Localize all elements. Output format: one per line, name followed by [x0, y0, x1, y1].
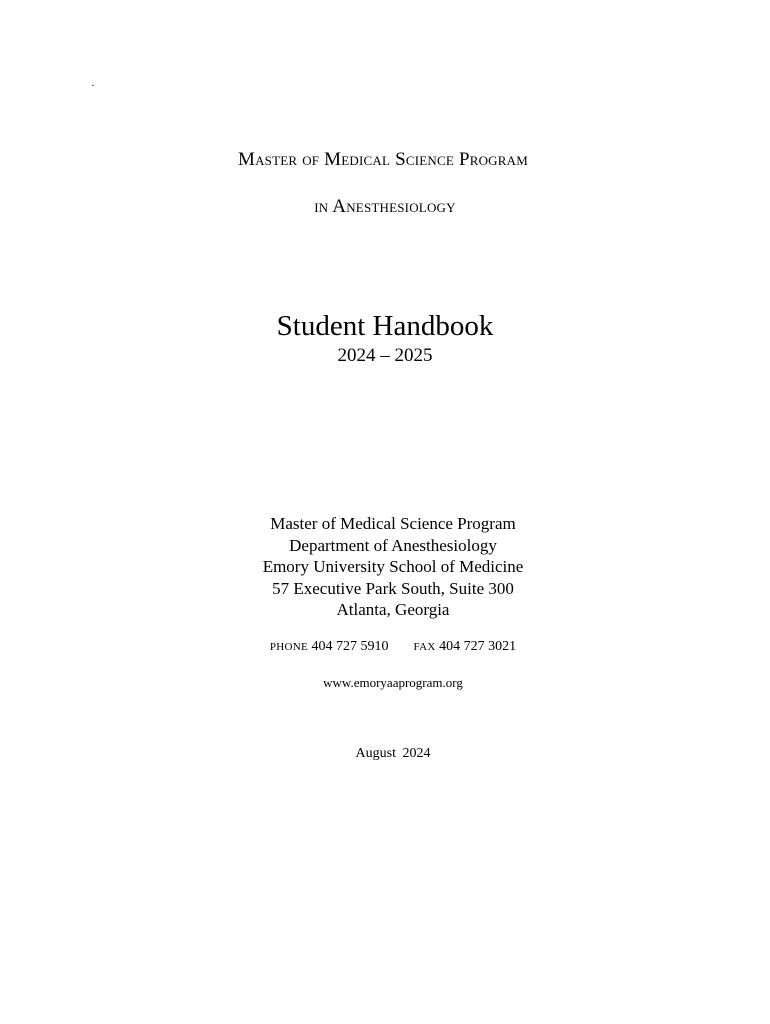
address-line-program: Master of Medical Science Program	[270, 514, 516, 533]
document-title: Student Handbook	[276, 310, 494, 342]
academic-years: 2024 – 2025	[337, 345, 433, 366]
program-heading-line-2	[0, 195, 770, 219]
website-url: www.emoryaaprogram.org	[323, 675, 463, 690]
phone-number: 404 727 5910	[311, 639, 389, 654]
address-line-school: Emory University School of Medicine	[262, 557, 524, 577]
publication-date: August 2024	[355, 746, 431, 761]
program-heading-text-2: in Anesthesiology	[314, 196, 456, 217]
stray-mark: ·	[91, 78, 95, 92]
fax-number: 404 727 3021	[439, 639, 517, 654]
address-line-city: Atlanta, Georgia	[336, 600, 450, 620]
address-block	[0, 513, 770, 621]
contact-line	[0, 637, 770, 657]
fax-label: FAX	[413, 641, 436, 653]
program-heading-text-1: Master of Medical Science Program	[238, 149, 528, 170]
address-line-department: Department of Anesthesiology	[289, 535, 497, 555]
program-heading-line-1	[0, 148, 768, 172]
phone-label: PHONE	[269, 641, 309, 653]
address-line-street: 57 Executive Park South, Suite 300	[272, 578, 514, 598]
